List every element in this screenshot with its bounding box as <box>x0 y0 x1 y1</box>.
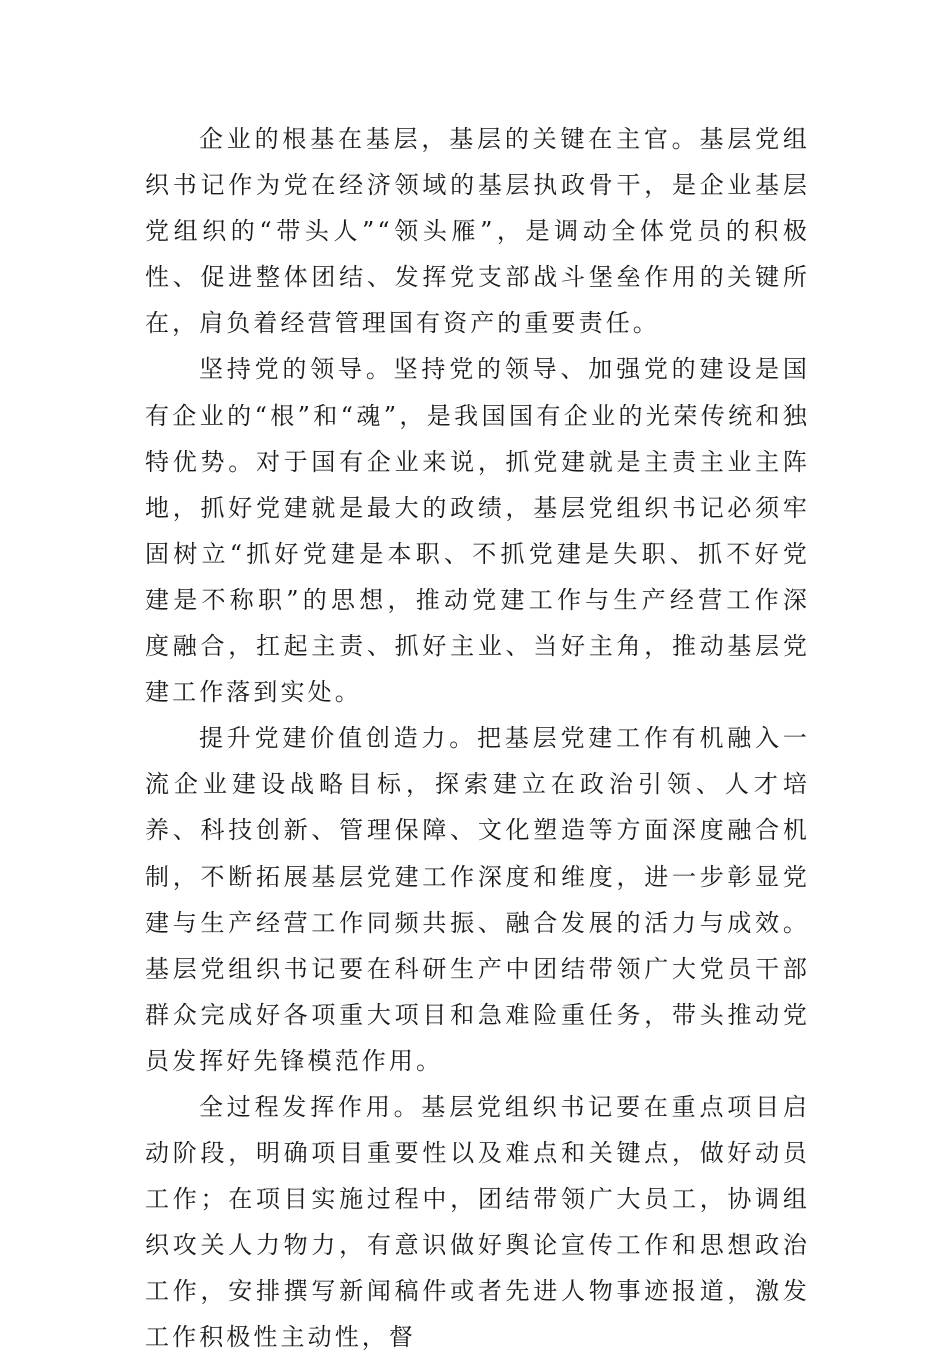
paragraph-4: 全过程发挥作用。基层党组织书记要在重点项目启动阶段，明确项目重要性以及难点和关键点，做好动员工作；在项目实施过程中，团结带领广大员工，协调组织攻关人力物力，有意识做好舆论宣传工作和思想政治工作，安排撰写新闻稿件或者先进人物事迹报道，激发工作积极性主动性，督 <box>145 1092 810 1352</box>
paragraph-2: 坚持党的领导。坚持党的领导、加强党的建设是国有企业的“根”和“魂”，是我国国有企业的光荣传统和独特优势。对于国有企业来说，抓党建就是主责主业主阵地，抓好党建就是最大的政绩，基层党组织书记必须牢固树立“抓好党建是本职、不抓党建是失职、抓不好党建是不称职”的思想，推动党建工作与生产经营工作深度融合，扛起主责、抓好主业、当好主角，推动基层党建工作落到实处。 <box>145 355 810 707</box>
document-body <box>145 116 810 1361</box>
paragraph-3: 提升党建价值创造力。把基层党建工作有机融入一流企业建设战略目标，探索建立在政治引领、人才培养、科技创新、管理保障、文化塑造等方面深度融合机制，不断拓展基层党建工作深度和维度，进一步彰显党建与生产经营工作同频共振、融合发展的活力与成效。基层党组织书记要在科研生产中团结带领广大党员干部群众完成好各项重大项目和急难险重任务，带头推动党员发挥好先锋模范作用。 <box>145 724 810 1075</box>
paragraph-1: 企业的根基在基层，基层的关键在主官。基层党组织书记作为党在经济领域的基层执政骨干，是企业基层党组织的“带头人”“领头雁”，是调动全体党员的积极性、促进整体团结、发挥党支部战斗堡垒作用的关键所在，肩负着经营管理国有资产的重要责任。 <box>145 125 810 338</box>
